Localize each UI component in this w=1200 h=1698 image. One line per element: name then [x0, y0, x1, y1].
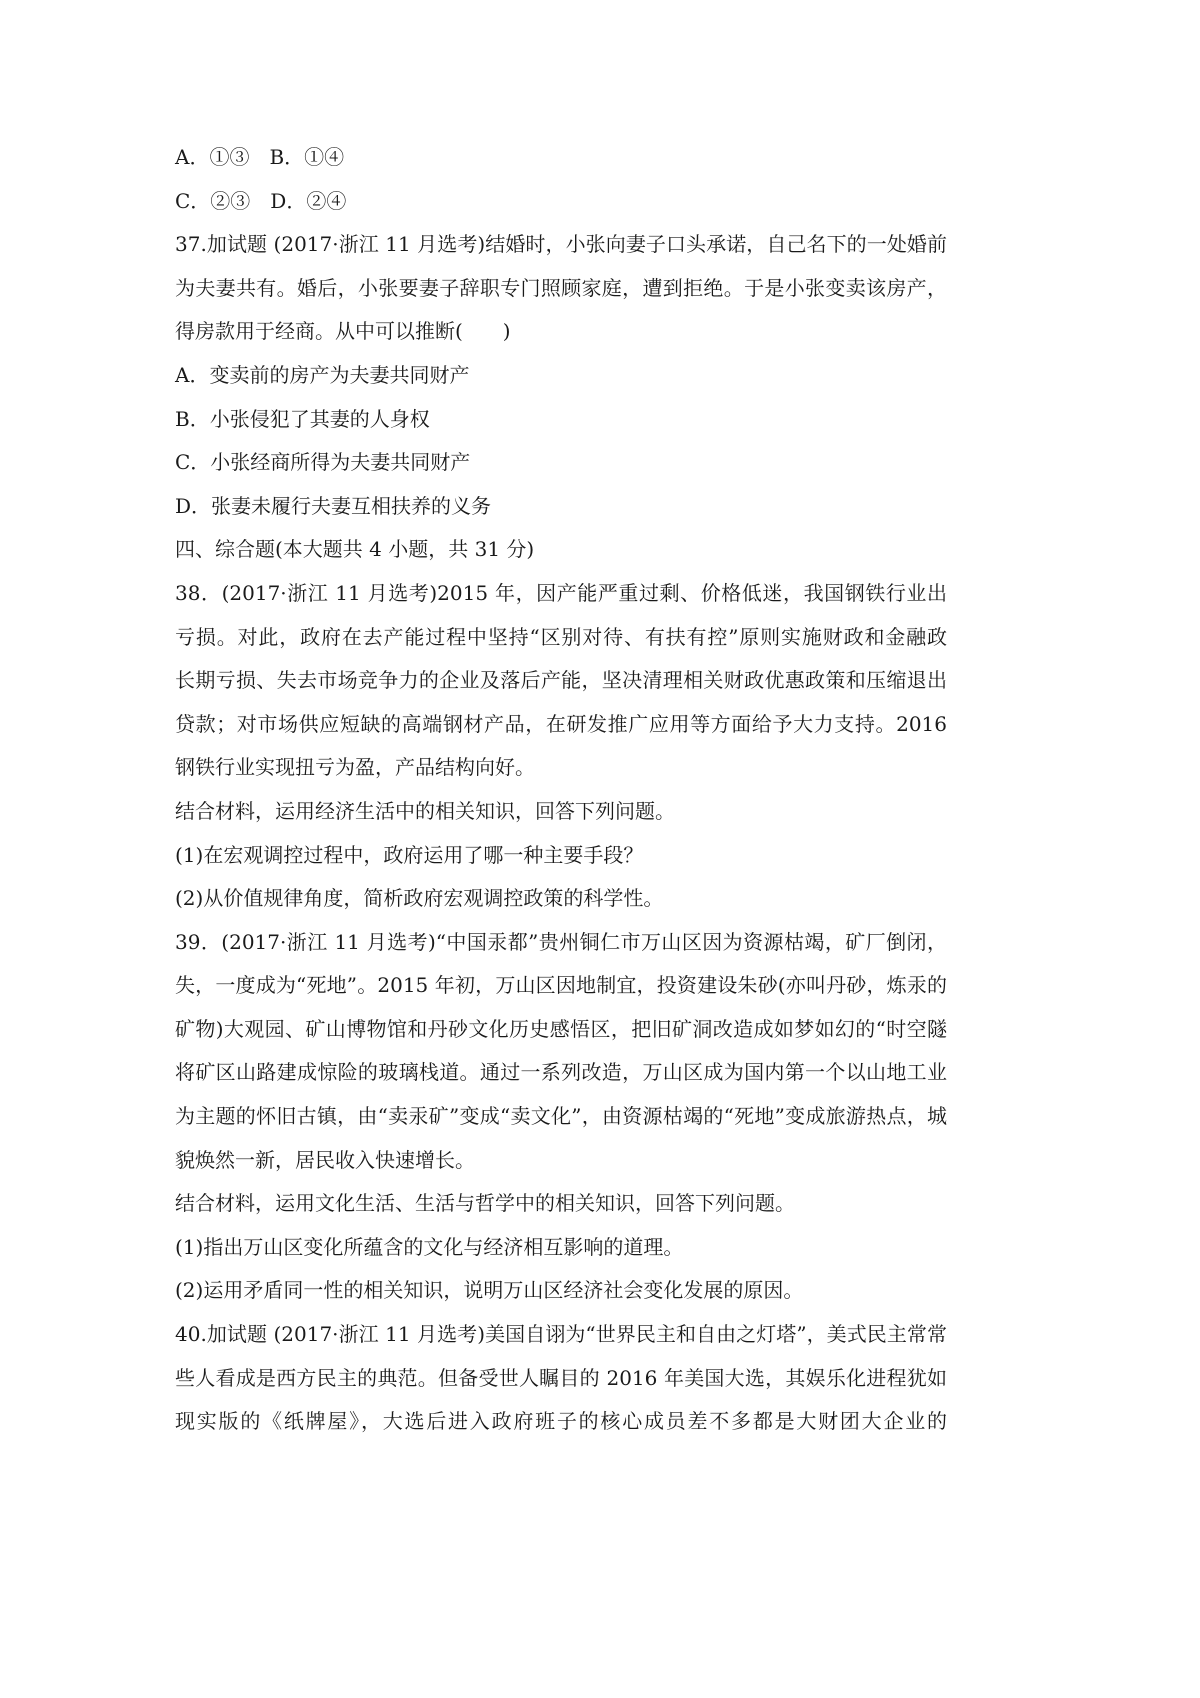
text-line: (1)指出万山区变化所蕴含的文化与经济相互影响的道理。: [175, 1234, 684, 1259]
text-line: 结合材料，运用经济生活中的相关知识，回答下列问题。: [175, 798, 675, 823]
text-line: 将矿区山路建成惊险的玻璃栈道。通过一系列改造，万山区成为国内第一个以山地工业: [175, 1060, 947, 1085]
text-line: D．张妻未履行夫妻互相扶养的义务: [175, 493, 492, 518]
text-line: 为主题的怀旧古镇，由“卖汞矿”变成“卖文化”，由资源枯竭的“死地”变成旅游热点，城: [175, 1104, 947, 1129]
text-line: C．小张经商所得为夫妻共同财产: [175, 450, 471, 475]
document-page: [175, 136, 947, 1444]
text-line: 失，一度成为“死地”。2015 年初，万山区因地制宜，投资建设朱砂(亦叫丹砂，炼汞的: [175, 973, 947, 998]
text-line: 现实版的《纸牌屋》，大选后进入政府班子的核心成员差不多都是大财团大企业的: [175, 1409, 947, 1434]
text-line: 长期亏损、失去市场竞争力的企业及落后产能，坚决清理相关财政优惠政策和压缩退出: [175, 668, 947, 693]
text-line: 37.加试题 (2017·浙江 11 月选考)结婚时，小张向妻子口头承诺，自己名下的一处婚前: [175, 232, 947, 257]
text-line: (2)从价值规律角度，简析政府宏观调控政策的科学性。: [175, 886, 664, 911]
text-line: 得房款用于经商。从中可以推断( ): [175, 319, 511, 344]
text-line: 些人看成是西方民主的典范。但备受世人瞩目的 2016 年美国大选，其娱乐化进程犹如: [175, 1365, 947, 1390]
text-line: (1)在宏观调控过程中，政府运用了哪一种主要手段？: [175, 842, 644, 867]
text-line: 39．(2017·浙江 11 月选考)“中国汞都”贵州铜仁市万山区因为资源枯竭，矿厂倒闭，: [175, 929, 947, 954]
text-line: C．②③ D．②④: [175, 188, 347, 213]
text-line: B．小张侵犯了其妻的人身权: [175, 406, 430, 431]
text-line: A．①③ B．①④: [175, 145, 345, 169]
text-line: 四、综合题(本大题共 4 小题，共 31 分): [175, 537, 535, 562]
text-line: 为夫妻共有。婚后，小张要妻子辞职专门照顾家庭，遭到拒绝。于是小张变卖该房产，: [175, 275, 947, 300]
text-line: 貌焕然一新，居民收入快速增长。: [175, 1147, 475, 1172]
text-line: 40.加试题 (2017·浙江 11 月选考)美国自诩为“世界民主和自由之灯塔”，美式民主常常: [175, 1322, 947, 1347]
text-line: 钢铁行业实现扭亏为盈，产品结构向好。: [175, 755, 535, 780]
text-line: 结合材料，运用文化生活、生活与哲学中的相关知识，回答下列问题。: [175, 1191, 795, 1216]
text-line: 贷款；对市场供应短缺的高端钢材产品，在研发推广应用等方面给予大力支持。2016: [175, 711, 947, 736]
text-line: 矿物)大观园、矿山博物馆和丹砂文化历史感悟区，把旧矿洞改造成如梦如幻的“时空隧: [175, 1016, 947, 1041]
text-line: 38．(2017·浙江 11 月选考)2015 年，因产能严重过剩、价格低迷，我国钢铁行业出: [175, 580, 947, 605]
text-line: A．变卖前的房产为夫妻共同财产: [175, 362, 470, 387]
text-line: 亏损。对此，政府在去产能过程中坚持“区别对待、有扶有控”原则实施财政和金融政: [175, 624, 947, 649]
text-line: (2)运用矛盾同一性的相关知识，说明万山区经济社会变化发展的原因。: [175, 1278, 804, 1303]
